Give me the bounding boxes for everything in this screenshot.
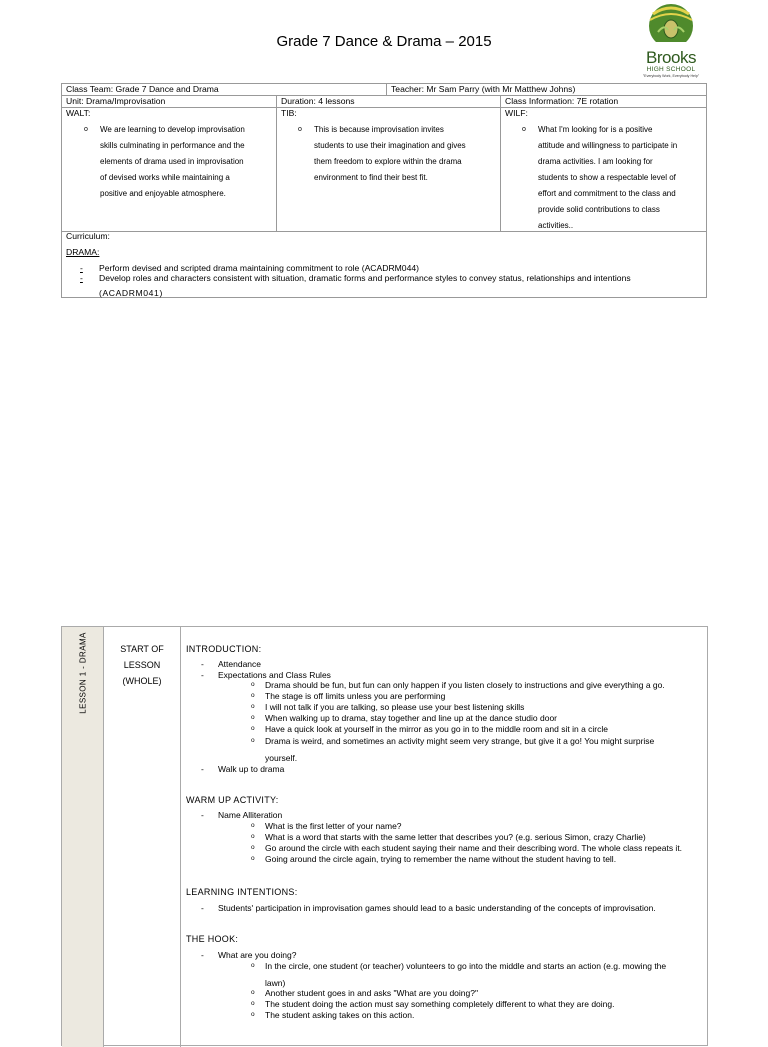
logo-motto: "Everybody Work, Everybody Help" (642, 74, 700, 78)
wilf-heading: WILF: (505, 108, 528, 118)
section-warm-up: WARM UP ACTIVITY: (186, 795, 279, 805)
class-information: Class Information: 7E rotation (505, 96, 619, 106)
document-title: Grade 7 Dance & Drama – 2015 (276, 33, 492, 50)
logo-name: Brooks (646, 48, 696, 67)
bullet-circle-icon: o (298, 126, 302, 133)
logo-emblem-icon (628, 2, 714, 52)
lesson-side-column (62, 627, 104, 1047)
tib-heading: TIB: (281, 108, 297, 118)
curriculum-bullet: - (80, 273, 83, 283)
logo-subtitle: HIGH SCHOOL (646, 66, 696, 73)
lesson-stage: START OF LESSON (WHOLE) (120, 644, 164, 686)
walt-heading: WALT: (66, 108, 91, 118)
curriculum-item: Develop roles and characters consistent with situation, dramatic forms and performance styles to convey status, relationships and intentions (99, 273, 631, 283)
section-introduction: INTRODUCTION: (186, 644, 262, 654)
section-hook: THE HOOK: (186, 934, 239, 944)
class-info-table: Class Team: Grade 7 Dance and Drama Teacher: Mr Sam Parry (with Mr Matthew Johns) Unit: Drama/Improvisation Duration: 4 lessons Class Information: 7E rotation WALT: TIB: WILF: o We are learning to develop improvisation skills culminating in performance and the elements of drama used in improvisation of devised works while maintaining a positive and enjoyable atmosphere. o This is because improvisation invites students to use their imagination and gives them freedom to explore within the drama environment to find their best fit. o What I'm looking for is a positive attitude and willingness to participate in drama activities. I am looking for students to show a respectable level of effort and commitment to the class and provide solid contributions to class activities.. Curriculum: DRAMA: - Perform devised and scripted drama maintaining commitment to role (ACADRM044) - Develop roles and characters consistent with situation, dramatic forms and performance styles to convey status, relationships and intentions (ACADRM041) (61, 83, 707, 298)
curriculum-item: Perform devised and scripted drama maintaining commitment to role (ACADRM044) (99, 263, 420, 273)
duration: Duration: 4 lessons (281, 96, 355, 106)
lesson-table: LESSON 1 - DRAMA START OF LESSON (WHOLE) INTRODUCTION: - Attendance - Expectations and Class Rules o Drama should be fun, but fun can only happen if you listen closely to instructions and give everything a go. o The stage is off limits unless you are performing o I will not talk if you are talking, so please use your best listening skills o When walking up to drama, stay together and line up at the dance studio door o Have a quick look at yourself in the mirror as you go in to the middle room and sit in a circle o Drama is weird, and sometimes an activity might seem very strange, but give it a go! You might surprise yourself. - Walk up to drama WARM UP ACTIVITY: - Name Alliteration o What is the first letter of your name? o What is a word that starts with the same letter that describes you? (e.g. serious Simon, crazy Charlie) o Go around the circle with each student saying their name and their describing word. The whole class repeats it. o Going around the circle again, trying to remember the name without the student having to tell. LEARNING INTENTIONS: - Students' participation in improvisation games should lead to a basic understanding of the concepts of improvisation. THE HOOK: - What are you doing? o In the circle, one student (or teacher) volunteers to go into the middle and starts an action (e.g. mowing the lawn) o Another student goes in and asks "What are you doing?" o The student doing the action must say something completely different to what they are doing. o The student asking takes on this action. (61, 626, 708, 1046)
bullet-circle-icon: o (522, 126, 526, 133)
curriculum-item-code: (ACADRM041) (99, 288, 163, 298)
unit: Unit: Drama/Improvisation (66, 96, 166, 106)
curriculum-heading: Curriculum: (66, 231, 110, 241)
section-learning-intentions: LEARNING INTENTIONS: (186, 887, 298, 897)
bullet-circle-icon: o (84, 126, 88, 133)
school-logo (628, 2, 714, 82)
lesson-label: LESSON 1 - DRAMA (78, 632, 88, 714)
class-team: Class Team: Grade 7 Dance and Drama (66, 84, 219, 94)
drama-label: DRAMA: (66, 247, 100, 257)
teacher: Teacher: Mr Sam Parry (with Mr Matthew Johns) (391, 84, 576, 94)
curriculum-bullet: - (80, 263, 83, 273)
